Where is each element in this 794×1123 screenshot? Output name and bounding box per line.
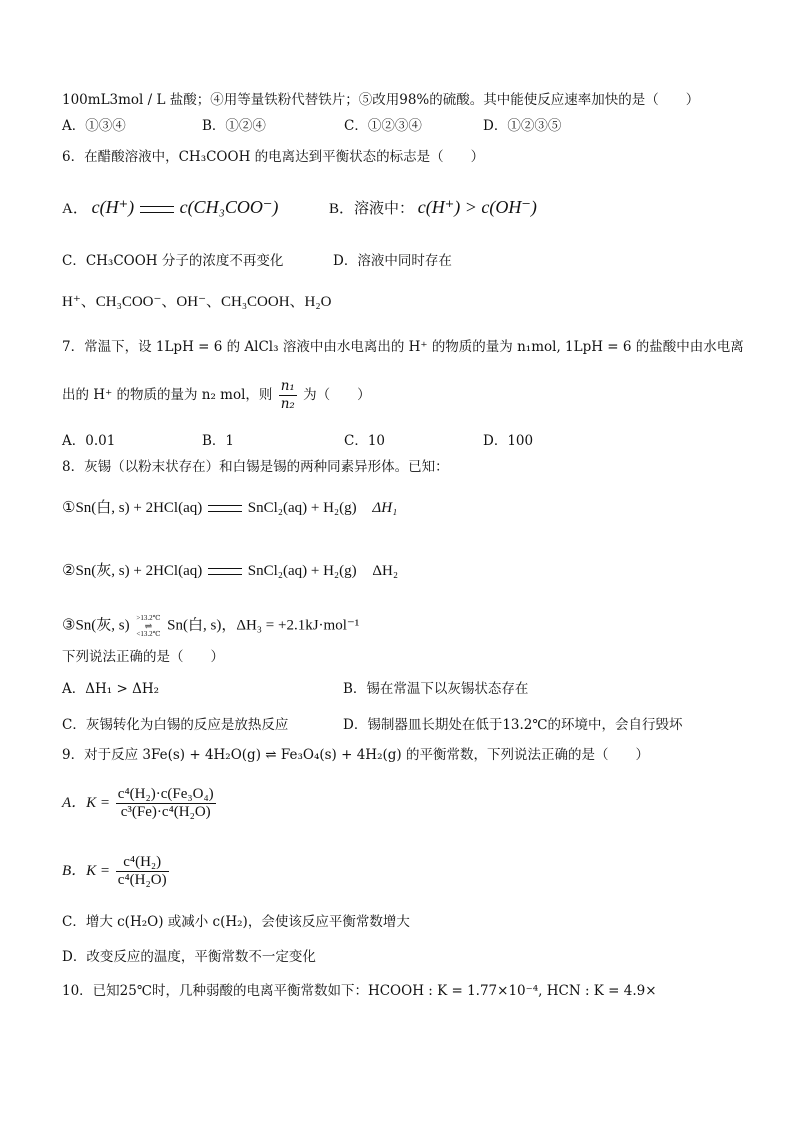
q9-stem: 9．对于反应 3Fe(s) + 4H₂O(g) ⇌ Fe₃O₄(s) + 4H₂(g) 的平衡常数，下列说法正确的是（ ） <box>62 747 649 763</box>
q7-option-b: B．1 <box>202 433 235 449</box>
q5-option-d: D．①②③⑤ <box>483 118 562 134</box>
q7-line1: 7．常温下，设 1LpH = 6 的 AlCl₃ 溶液中由水电离出的 H⁺ 的物质的量为 n₁mol, 1LpH = 6 的盐酸中由水电离 <box>62 339 744 355</box>
q9-a-fraction <box>116 786 216 821</box>
q8-equation-3 <box>62 614 359 638</box>
q8-equation-2 <box>62 562 398 580</box>
q6-a-label: A． <box>62 201 88 217</box>
q9-option-a <box>62 786 218 821</box>
q8-stem: 8．灰锡（以粉末状存在）和白锡是锡的两种同素异形体。已知： <box>62 459 449 475</box>
q8-eq3-cond-bottom: <13.2℃ <box>136 630 161 638</box>
q9-option-b <box>62 854 171 889</box>
q7-line2-post: 为（ ） <box>303 387 371 403</box>
q9-b-numerator: c⁴(H₂) <box>116 854 169 872</box>
q6-a-rhs: c(CH₃COO⁻) <box>179 197 279 217</box>
q9-b-denominator: c⁴(H₂O) <box>117 872 167 888</box>
equals-bar-icon <box>140 206 174 213</box>
q7-ratio-denominator: n₂ <box>280 396 295 412</box>
q8-eq1-dh: ΔH₁ <box>372 500 398 516</box>
q6-d-species: H⁺、CH₃COO⁻、OH⁻、CH₃COOH、H₂O <box>62 294 332 310</box>
q8-eq2-dh: ΔH₂ <box>372 563 399 579</box>
q8-eq1-lhs: ①Sn(白, s) + 2HCl(aq) <box>62 500 203 516</box>
q5-option-a: A．①③④ <box>62 118 126 134</box>
q8-eq3-rhs: Sn(白, s)，ΔH₃ = +2.1kJ·mol⁻¹ <box>167 617 360 634</box>
q8-eq3-condition <box>136 614 160 638</box>
q7-ratio-fraction <box>279 378 297 413</box>
q7-ratio-numerator: n₁ <box>280 378 295 394</box>
q8-eq1-rhs: SnCl₂(aq) + H₂(g) <box>247 500 357 516</box>
q5-option-b: B．①②④ <box>202 118 266 134</box>
q9-a-label: A．K = <box>62 794 111 811</box>
q9-a-numerator: c⁴(H₂)·c(Fe₃O₄) <box>117 786 214 802</box>
q10-stem: 10．已知25℃时，几种弱酸的电离平衡常数如下：HCOOH : K = 1.77×10⁻⁴, HCN : K = 4.9× <box>62 983 657 999</box>
equals-bar-icon <box>208 568 242 575</box>
q7-line2 <box>62 378 371 413</box>
q8-equation-1 <box>62 499 397 517</box>
q6-stem: 6．在醋酸溶液中，CH₃COOH 的电离达到平衡状态的标志是（ ） <box>62 149 485 165</box>
q7-option-c: C．10 <box>344 433 386 449</box>
q6-option-a <box>62 198 278 218</box>
q8-eq3-lhs: ③Sn(灰, s) <box>62 617 130 634</box>
q9-b-label: B．K = <box>62 862 111 879</box>
reversible-arrow-icon: ⇌ <box>144 621 153 631</box>
q9-a-denominator: c³(Fe)·c⁴(H₂O) <box>120 804 211 820</box>
q7-line2-pre: 出的 H⁺ 的物质的量为 n₂ mol，则 <box>62 387 273 403</box>
q9-option-d: D．改变反应的温度，平衡常数不一定变化 <box>62 949 316 965</box>
q6-b-expr: c(H⁺) > c(OH⁻) <box>417 197 537 217</box>
equals-bar-icon <box>208 505 242 512</box>
q6-a-lhs: c(H⁺) <box>91 197 135 217</box>
q7-option-d: D．100 <box>483 433 534 449</box>
q9-b-fraction <box>116 854 169 889</box>
q6-option-d: D．溶液中同时存在 <box>333 253 452 269</box>
q5-option-c: C．①②③④ <box>344 118 422 134</box>
q6-b-label: B．溶液中： <box>329 201 415 217</box>
q8-option-b: B．锡在常温下以灰锡状态存在 <box>343 681 529 697</box>
q7-option-a: A．0.01 <box>62 433 116 449</box>
q8-eq2-lhs: ②Sn(灰, s) + 2HCl(aq) <box>62 563 203 579</box>
q8-eq2-rhs: SnCl₂(aq) + H₂(g) <box>247 563 357 579</box>
q8-eq3-cond-top: >13.2℃ <box>136 614 161 622</box>
q6-option-c: C．CH₃COOH 分子的浓度不再变化 <box>62 253 284 269</box>
q8-option-d: D．锡制器皿长期处在低于13.2℃的环境中，会自行毁坏 <box>343 717 683 733</box>
q8-ask: 下列说法正确的是（ ） <box>62 649 224 665</box>
q8-option-c: C．灰锡转化为白锡的反应是放热反应 <box>62 717 289 733</box>
q6-option-b <box>329 198 537 218</box>
q5-stem-tail: 100mL3mol / L 盐酸；④用等量铁粉代替铁片；⑤改用98%的硫酸。其中能使反应速率加快的是（ ） <box>62 92 700 108</box>
q9-option-c: C．增大 c(H₂O) 或减小 c(H₂)，会使该反应平衡常数增大 <box>62 914 410 930</box>
q8-option-a: A．ΔH₁ > ΔH₂ <box>62 681 160 697</box>
